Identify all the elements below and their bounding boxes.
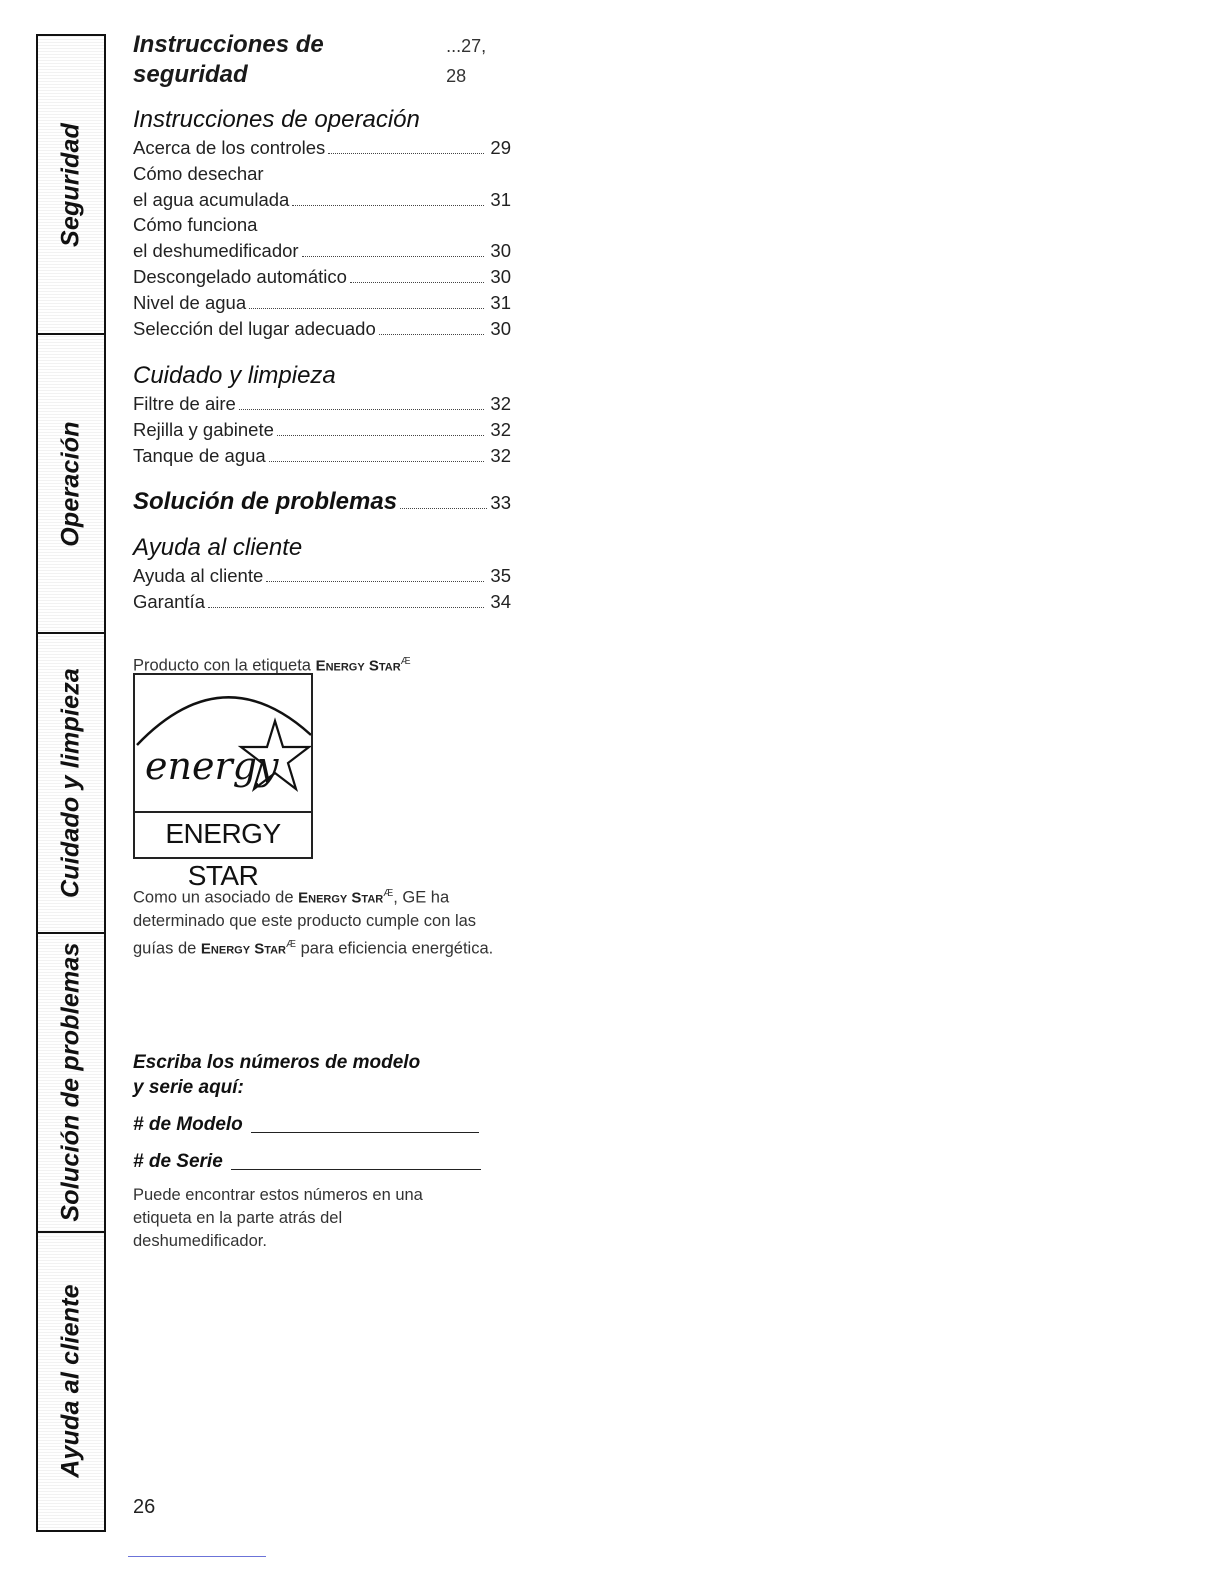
toc-item-page: 31 — [490, 291, 511, 313]
toc-customer — [133, 533, 511, 615]
toc-customer-title: Ayuda al cliente — [133, 533, 303, 561]
toc-item-label: Filtre de aire — [133, 393, 236, 415]
toc-item[interactable] — [133, 563, 511, 589]
toc-safety-pages: ...27, 28 — [446, 36, 487, 86]
toc-troubleshooting-title: Solución de problemas — [133, 487, 398, 515]
toc-item-page: 30 — [490, 317, 511, 339]
serial-number-label: # de Serie — [133, 1151, 223, 1172]
toc-item[interactable] — [133, 264, 511, 290]
serial-number-blank[interactable] — [231, 1169, 481, 1170]
model-heading-1: Escriba los números de modelo — [133, 1052, 421, 1073]
toc-item-page: 31 — [490, 188, 511, 210]
model-number-label: # de Modelo — [133, 1114, 243, 1135]
energy-star-logo — [133, 673, 313, 891]
toc-item-label: el deshumedificador — [133, 240, 299, 262]
toc-troubleshooting[interactable] — [133, 487, 511, 517]
toc-operation — [133, 105, 511, 341]
tab-seguridad[interactable] — [38, 36, 104, 333]
toc-item-label: Tanque de agua — [133, 444, 266, 466]
model-heading-2: y serie aquí: — [133, 1077, 244, 1098]
tab-solucion-label: Solución de problemas — [56, 942, 85, 1222]
energy-script: energy — [145, 744, 279, 788]
energy-para-part-3: para eficiencia energética. — [300, 939, 494, 957]
tab-operacion-label: Operación — [56, 421, 85, 547]
energy-caption-text: Producto con la etiqueta — [133, 656, 311, 675]
toc-customer-list — [133, 563, 511, 615]
toc-item-label: Garantía — [133, 590, 205, 612]
toc-item-label: Cómo funciona — [133, 214, 258, 236]
toc-care — [133, 361, 511, 468]
serial-number-field[interactable] — [133, 1149, 513, 1174]
energy-brand: Energy Star — [200, 940, 286, 957]
toc-item-page: 32 — [490, 419, 511, 441]
energy-para-part-1: Como un asociado de — [133, 888, 294, 907]
toc-item-page: 34 — [490, 590, 511, 612]
toc-item-page: 32 — [490, 444, 511, 466]
toc-item[interactable] — [133, 290, 511, 316]
energy-star-wordmark: ENERGY STAR — [135, 811, 311, 857]
tab-ayuda-label: Ayuda al cliente — [56, 1284, 85, 1479]
toc-safety[interactable] — [133, 30, 511, 91]
energy-reg-mark: Æ — [286, 938, 296, 950]
toc-item-label: Selección del lugar adecuado — [133, 317, 376, 339]
toc-care-title: Cuidado y limpieza — [133, 362, 336, 390]
toc-item[interactable] — [133, 417, 511, 443]
energy-reg-mark: Æ — [383, 888, 394, 899]
tab-cuidado-label: Cuidado y limpieza — [56, 667, 85, 899]
toc-item-label: Ayuda al cliente — [133, 564, 264, 586]
toc-item[interactable] — [133, 238, 511, 264]
model-serial-section — [133, 1050, 513, 1253]
tab-cuidado[interactable] — [38, 632, 104, 931]
toc-operation-title: Instrucciones de operación — [133, 106, 420, 133]
toc-item-page: 30 — [490, 240, 511, 262]
toc-item[interactable] — [133, 187, 511, 213]
model-number-field[interactable] — [133, 1112, 513, 1137]
toc-item-label: Acerca de los controles — [133, 137, 326, 158]
toc-item-page: 32 — [490, 393, 511, 415]
toc-item-page: 30 — [490, 265, 511, 287]
page-number: 26 — [133, 1496, 156, 1518]
toc-item[interactable] — [133, 316, 511, 342]
tab-solucion[interactable] — [38, 932, 104, 1231]
toc-item-label: Cómo desechar — [133, 162, 264, 184]
toc-item[interactable] — [133, 589, 511, 615]
toc-item[interactable] — [133, 443, 511, 469]
section-tabs — [36, 34, 106, 1532]
toc-item-label: el agua acumulada — [133, 188, 290, 210]
toc-item-page: 29 — [490, 137, 511, 158]
toc-safety-title: Instrucciones de seguridad — [133, 31, 324, 88]
energy-star-icon — [135, 675, 311, 813]
toc-care-list — [133, 391, 511, 468]
model-number-blank[interactable] — [251, 1132, 479, 1133]
energy-brand: Energy Star — [298, 889, 384, 907]
bottom-rule — [128, 1556, 266, 1557]
energy-para-part-2: , GE ha determinado que este producto cumple con las guías de — [133, 888, 477, 957]
toc-item[interactable] — [133, 391, 511, 417]
toc-item[interactable] — [133, 212, 511, 238]
tab-seguridad-label: Seguridad — [56, 122, 85, 247]
energy-brand: Energy Star — [315, 657, 401, 675]
energy-paragraph — [133, 882, 513, 960]
toc-operation-list — [133, 135, 511, 341]
energy-reg-mark: Æ — [400, 656, 411, 668]
toc-item-label: Nivel de agua — [133, 291, 247, 313]
toc-item[interactable] — [133, 135, 511, 161]
toc-item-label: Rejilla y gabinete — [133, 419, 274, 441]
tab-operacion[interactable] — [38, 333, 104, 632]
model-note: Puede encontrar estos números en una etiqueta en la parte atrás del deshumedificador. — [133, 1186, 423, 1250]
toc-troubleshooting-page: 33 — [490, 491, 511, 513]
toc-item-page: 35 — [490, 564, 511, 586]
toc-item-label: Descongelado automático — [133, 265, 347, 287]
tab-ayuda[interactable] — [38, 1231, 104, 1530]
table-of-contents — [133, 30, 511, 678]
toc-item[interactable] — [133, 161, 511, 187]
